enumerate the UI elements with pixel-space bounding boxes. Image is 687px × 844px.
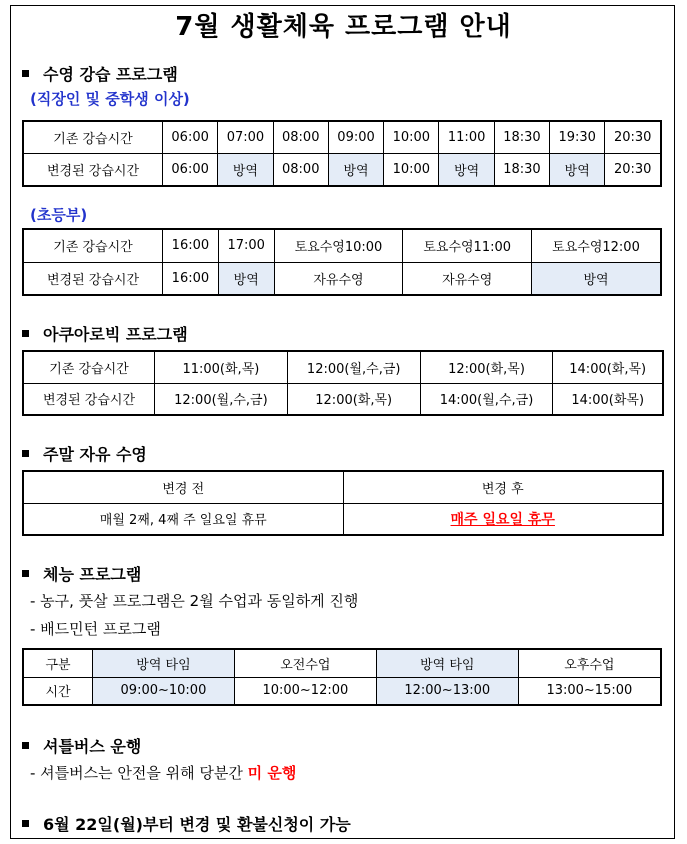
- aqua-table: [22, 350, 664, 416]
- section-swim: [22, 62, 178, 85]
- table-cell: 14:00(월,수,금): [420, 383, 553, 415]
- table-row: [23, 229, 661, 262]
- shuttle-no-service: 미 운행: [247, 764, 297, 782]
- table-row: [23, 153, 661, 186]
- section-refund: [22, 812, 351, 835]
- table-cell: 자유수영: [403, 262, 532, 295]
- table-cell: 16:00: [163, 262, 219, 295]
- fitness-line-2: - 배드민턴 프로그램: [30, 620, 161, 638]
- weekend-after-value: 매주 일요일 휴무: [450, 511, 555, 528]
- table-cell: 18:30: [494, 121, 549, 153]
- page-title: 7월 생활체육 프로그램 안내: [175, 12, 512, 42]
- table-cell: 12:00(화,목): [287, 383, 420, 415]
- weekend-heading: 주말 자유 수영: [43, 445, 147, 464]
- fitness-line-1: - 농구, 풋살 프로그램은 2월 수업과 동일하게 진행: [30, 592, 359, 610]
- table-cell: 오후수업: [518, 649, 661, 677]
- table-cell: 방역: [532, 262, 661, 295]
- weekend-after-label: 변경 후: [343, 471, 663, 503]
- table-cell: 토요수영11:00: [403, 229, 532, 262]
- swim-adult-subtitle: (직장인 및 중학생 이상): [30, 90, 190, 108]
- table-cell: 19:30: [550, 121, 605, 153]
- shuttle-line-text: - 셔틀버스는 안전을 위해 당분간: [30, 764, 248, 782]
- table-cell: 18:30: [494, 153, 549, 186]
- table-cell: 09:00: [328, 121, 383, 153]
- weekend-table: [22, 470, 664, 536]
- shuttle-heading: 셔틀버스 운행: [43, 737, 142, 756]
- swim-kids-table: [22, 228, 662, 296]
- table-cell: 08:00: [273, 153, 328, 186]
- table-cell: 06:00: [163, 153, 218, 186]
- table-cell: 변경된 강습시간: [23, 383, 155, 415]
- table-cell: 07:00: [218, 121, 273, 153]
- section-weekend: [22, 442, 147, 465]
- table-cell: 토요수영10:00: [274, 229, 403, 262]
- table-row: [23, 503, 663, 535]
- table-cell: 17:00: [218, 229, 274, 262]
- table-cell: 방역: [550, 153, 605, 186]
- table-cell: 방역: [218, 153, 273, 186]
- fitness-table: [22, 648, 662, 706]
- table-cell: 11:00(화,목): [155, 351, 288, 383]
- table-cell: 방역 타임: [93, 649, 235, 677]
- section-aqua: [22, 322, 188, 345]
- table-cell: 20:30: [605, 121, 661, 153]
- table-cell: 14:00(화목): [553, 383, 663, 415]
- table-row: [23, 383, 663, 415]
- table-cell: 12:00(화,목): [420, 351, 553, 383]
- table-cell: 09:00~10:00: [93, 677, 235, 705]
- table-row: [23, 471, 663, 503]
- table-cell: 기존 강습시간: [23, 351, 155, 383]
- swim-heading: 수영 강습 프로그램: [43, 65, 178, 84]
- table-cell: 방역: [218, 262, 274, 295]
- table-cell: 자유수영: [274, 262, 403, 295]
- table-cell: 12:00(월,수,금): [287, 351, 420, 383]
- table-cell: 구분: [23, 649, 93, 677]
- table-cell: 기존 강습시간: [23, 229, 163, 262]
- table-row: [23, 121, 661, 153]
- bullet-icon: [22, 330, 29, 337]
- weekend-after-cell: [343, 503, 663, 535]
- table-cell: 13:00~15:00: [518, 677, 661, 705]
- refund-heading: 6월 22일(월)부터 변경 및 환불신청이 가능: [43, 815, 351, 834]
- bullet-icon: [22, 70, 29, 77]
- table-cell: 10:00: [384, 153, 439, 186]
- swim-adult-table: [22, 120, 662, 187]
- weekend-before-label: 변경 전: [23, 471, 343, 503]
- table-cell: 방역: [439, 153, 494, 186]
- table-cell: 토요수영12:00: [532, 229, 661, 262]
- section-fitness: [22, 562, 141, 585]
- table-cell: 기존 강습시간: [23, 121, 163, 153]
- table-row: [23, 677, 661, 705]
- aqua-heading: 아쿠아로빅 프로그램: [43, 325, 188, 344]
- table-cell: 16:00: [163, 229, 219, 262]
- table-cell: 12:00~13:00: [376, 677, 518, 705]
- table-cell: 14:00(화,목): [553, 351, 663, 383]
- fitness-heading: 체능 프로그램: [43, 565, 142, 584]
- table-cell: 08:00: [273, 121, 328, 153]
- bullet-icon: [22, 450, 29, 457]
- table-row: [23, 649, 661, 677]
- table-cell: 11:00: [439, 121, 494, 153]
- table-cell: 20:30: [605, 153, 661, 186]
- shuttle-line: [30, 762, 296, 783]
- bullet-icon: [22, 570, 29, 577]
- table-cell: 오전수업: [234, 649, 376, 677]
- table-row: [23, 351, 663, 383]
- table-cell: 10:00: [384, 121, 439, 153]
- bullet-icon: [22, 742, 29, 749]
- bullet-icon: [22, 820, 29, 827]
- table-cell: 12:00(월,수,금): [155, 383, 288, 415]
- table-cell: 방역: [328, 153, 383, 186]
- section-shuttle: [22, 734, 141, 757]
- table-cell: 10:00~12:00: [234, 677, 376, 705]
- table-cell: 변경된 강습시간: [23, 262, 163, 295]
- table-row: [23, 262, 661, 295]
- table-cell: 06:00: [163, 121, 218, 153]
- table-cell: 방역 타임: [376, 649, 518, 677]
- table-cell: 시간: [23, 677, 93, 705]
- table-cell: 변경된 강습시간: [23, 153, 163, 186]
- weekend-before-value: 매월 2째, 4째 주 일요일 휴뮤: [23, 503, 343, 535]
- swim-kids-subtitle: (초등부): [30, 206, 88, 224]
